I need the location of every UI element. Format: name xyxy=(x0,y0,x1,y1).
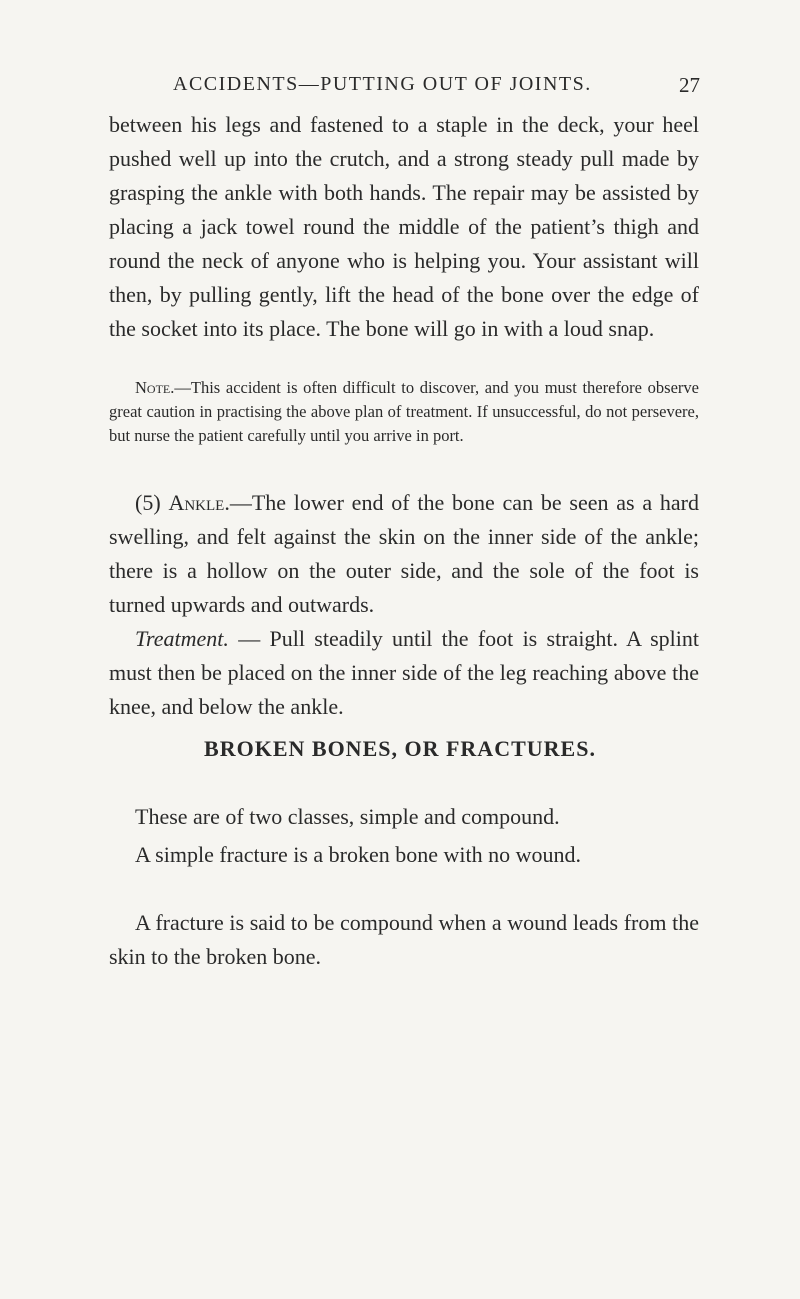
fractures-text-2: A simple fracture is a broken bone with no wound. xyxy=(135,842,582,867)
continuation-text: between his legs and fastened to a staple in the deck, your heel pushed well up into the crutch, and a strong steady pull made by grasping the ankle with both hands. The repair may be assisted by placing a jack towel round the middle of the patient’s thigh and round the neck of anyone who is helping you. Your assistant will then, by pulling gently, lift the head of the bone over the edge of the socket into its place. The bone will go in with a loud snap. xyxy=(109,112,699,341)
fractures-text-1: These are of two classes, simple and compound. xyxy=(135,804,560,829)
ankle-label: Ankle. xyxy=(168,490,230,515)
note-text: —This accident is often difficult to discover, and you must therefore observe great caution in practising the above plan of treatment. If unsuccessful, do not persevere, but nurse the patient carefully until you arrive in port. xyxy=(109,378,699,445)
running-title: ACCIDENTS—PUTTING OUT OF JOINTS. xyxy=(173,73,592,95)
note-paragraph xyxy=(109,376,699,448)
section-heading: BROKEN BONES, OR FRACTURES. xyxy=(204,736,596,761)
ankle-text: —The lower end of the bone can be seen as a hard swelling, and felt against the skin on the inner side of the ankle; there is a hollow on the outer side, and the sole of the foot is turned upwards and outwards. xyxy=(109,490,700,617)
treatment-label: Treatment. xyxy=(135,626,229,651)
ankle-paragraph xyxy=(109,486,699,622)
fractures-paragraph-2 xyxy=(109,838,699,872)
fractures-paragraph-3 xyxy=(109,906,699,974)
fractures-paragraph-1 xyxy=(109,800,699,834)
running-head xyxy=(0,73,800,103)
treatment-paragraph xyxy=(109,622,699,724)
treatment-text: — Pull steadily until the foot is straight. A splint must then be placed on the inner side of the leg reaching above the knee, and below the ankle. xyxy=(109,626,699,719)
continuation-paragraph xyxy=(109,108,699,346)
note-label: Note. xyxy=(135,378,175,397)
ankle-number: (5) xyxy=(135,490,161,515)
fractures-text-3: A fracture is said to be compound when a wound leads from the skin to the broken bone. xyxy=(109,910,699,969)
page-number: 27 xyxy=(679,73,700,97)
